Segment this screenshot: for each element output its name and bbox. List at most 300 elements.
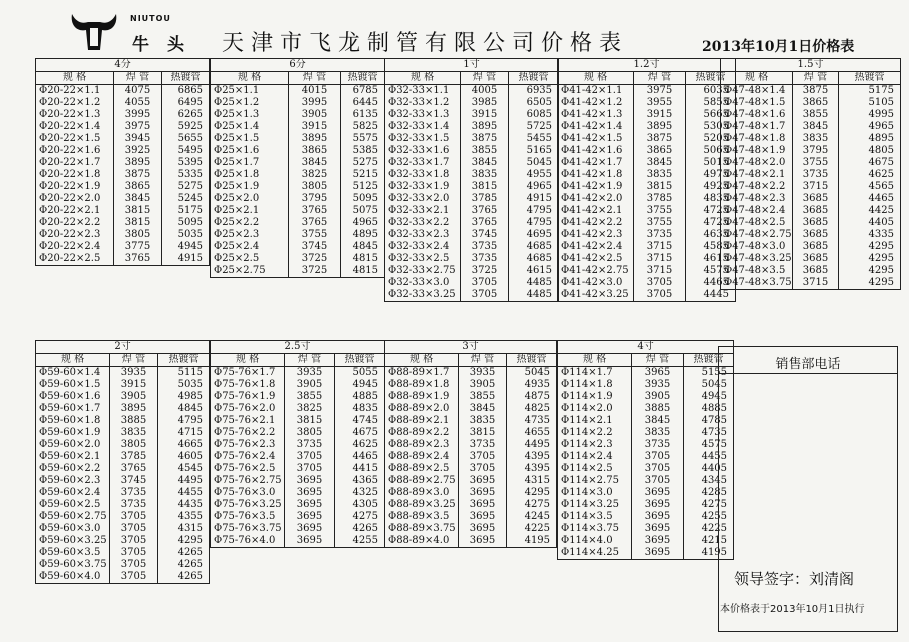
galvanized-price-cell: 5035 [158,379,210,391]
spec-cell: Φ75-76×3.75 [211,523,285,535]
galvanized-price-cell: 6135 [341,109,385,121]
spec-cell: Φ20-22×2.3 [36,229,114,241]
galvanized-price-cell: 4195 [507,535,557,548]
table-row [36,121,210,133]
table-row [721,133,901,145]
galvanized-price-cell: 5725 [509,121,559,133]
spec-cell: Φ47-48×2.75 [721,229,793,241]
spec-cell: Φ41-42×2.1 [558,205,634,217]
welded-price-cell: 3705 [459,463,507,475]
price-table-tables_bottom-1 [210,340,385,548]
spec-cell: Φ59-60×2.5 [36,499,110,511]
table-row [385,253,559,265]
table-row [558,181,736,193]
table-row [211,109,385,121]
table-row [558,157,736,169]
table-row [721,265,901,277]
welded-price-cell: 3735 [632,439,684,451]
welded-price-cell: 3695 [459,487,507,499]
welded-price-cell: 3715 [793,181,839,193]
galvanized-price-cell: 4315 [507,475,557,487]
spec-cell: Φ47-48×1.8 [721,133,793,145]
table-row [36,499,210,511]
galvanized-price-column-header: 热镀管 [335,354,385,367]
welded-price-cell: 3935 [285,367,335,380]
galvanized-price-cell: 4915 [509,193,559,205]
welded-price-cell: 3815 [461,181,509,193]
pipe-size-header: 1.5寸 [721,59,901,72]
spec-cell: Φ41-42×3.0 [558,277,634,289]
spec-cell: Φ59-60×2.2 [36,463,110,475]
table-row [36,169,210,181]
welded-price-cell: 3695 [459,535,507,548]
galvanized-price-cell: 5855 [686,97,736,109]
spec-cell: Φ41-42×2.3 [558,229,634,241]
table-row [385,241,559,253]
spec-cell: Φ32-33×1.2 [385,97,461,109]
table-row [36,403,210,415]
galvanized-price-cell: 5395 [162,157,210,169]
welded-price-cell: 3745 [289,241,341,253]
table-row [36,415,210,427]
spec-cell: Φ75-76×2.0 [211,403,285,415]
table-row [36,133,210,145]
spec-cell: Φ114×3.25 [558,499,632,511]
table-row [385,217,559,229]
welded-price-cell: 3985 [461,97,509,109]
welded-price-cell: 3695 [632,487,684,499]
galvanized-price-cell: 5155 [684,367,734,380]
galvanized-price-cell: 4735 [507,415,557,427]
table-row [721,217,901,229]
table-row [721,109,901,121]
table-row [385,439,557,451]
brand-name-en: NIUTOU [130,14,171,23]
galvanized-price-cell: 4275 [684,499,734,511]
spec-cell: Φ59-60×1.8 [36,415,110,427]
spec-cell: Φ88-89×2.2 [385,427,459,439]
table-row [558,379,734,391]
galvanized-price-cell: 6265 [162,109,210,121]
galvanized-price-cell: 4465 [335,451,385,463]
table-row [211,217,385,229]
table-row [558,277,736,289]
welded-price-cell: 3705 [110,535,158,547]
table-row [558,523,734,535]
galvanized-price-cell: 4885 [684,403,734,415]
spec-cell: Φ25×2.75 [211,265,289,278]
table-row [36,229,210,241]
galvanized-price-cell: 4425 [839,205,901,217]
table-row [385,145,559,157]
spec-cell: Φ32-33×1.1 [385,85,461,98]
spec-cell: Φ114×3.5 [558,511,632,523]
table-row [558,97,736,109]
welded-price-cell: 3705 [285,463,335,475]
spec-cell: Φ41-42×1.5 [558,133,634,145]
divider [719,373,897,374]
price-table-tables_top-0 [35,58,210,266]
table-row [558,463,734,475]
table-row [558,193,736,205]
galvanized-price-cell: 4675 [335,427,385,439]
table-row [385,427,557,439]
table-row [558,265,736,277]
welded-price-cell: 3845 [289,157,341,169]
table-row [558,121,736,133]
sales-contact-box [718,346,898,632]
spec-cell: Φ41-42×2.75 [558,265,634,277]
welded-price-cell: 3855 [793,109,839,121]
spec-cell: Φ114×3.0 [558,487,632,499]
galvanized-price-cell: 4415 [335,463,385,475]
welded-price-cell: 3975 [634,85,686,98]
spec-cell: Φ88-89×2.75 [385,475,459,487]
galvanized-price-cell: 6495 [162,97,210,109]
welded-price-cell: 3915 [634,109,686,121]
galvanized-price-cell: 6785 [341,85,385,98]
welded-price-cell: 3735 [461,241,509,253]
galvanized-price-cell: 4395 [507,451,557,463]
welded-price-cell: 3935 [632,379,684,391]
spec-cell: Φ32-33×1.5 [385,133,461,145]
galvanized-price-cell: 6935 [509,85,559,98]
spec-cell: Φ114×1.8 [558,379,632,391]
spec-cell: Φ75-76×2.4 [211,451,285,463]
galvanized-price-cell: 4895 [341,229,385,241]
welded-price-cell: 3735 [634,229,686,241]
spec-cell: Φ20-22×2.0 [36,193,114,205]
spec-cell: Φ25×2.0 [211,193,289,205]
table-row [385,367,557,380]
galvanized-price-cell: 4795 [509,205,559,217]
galvanized-price-cell: 4315 [158,523,210,535]
spec-cell: Φ59-60×2.3 [36,475,110,487]
table-row [211,367,385,380]
galvanized-price-cell: 5035 [162,229,210,241]
galvanized-price-cell: 4715 [158,427,210,439]
pipe-size-header: 4寸 [558,341,734,354]
table-row [721,241,901,253]
galvanized-price-cell: 4345 [684,475,734,487]
spec-cell: Φ25×1.8 [211,169,289,181]
welded-price-cell: 3935 [459,367,507,380]
welded-price-cell: 3875 [114,169,162,181]
spec-cell: Φ88-89×1.8 [385,379,459,391]
galvanized-price-cell: 5305 [686,121,736,133]
table-row [36,463,210,475]
spec-cell: Φ75-76×1.9 [211,391,285,403]
spec-cell: Φ20-22×2.2 [36,217,114,229]
spec-cell: Φ59-60×1.6 [36,391,110,403]
welded-price-cell: 3735 [110,499,158,511]
table-row [558,241,736,253]
welded-price-cell: 3715 [634,241,686,253]
welded-price-cell: 3875 [461,133,509,145]
galvanized-price-cell: 4575 [686,265,736,277]
galvanized-price-cell: 4265 [158,547,210,559]
galvanized-price-cell: 4925 [686,181,736,193]
galvanized-price-cell: 4585 [686,241,736,253]
spec-cell: Φ20-22×1.2 [36,97,114,109]
pipe-size-header: 4分 [36,59,210,72]
table-row [385,415,557,427]
galvanized-price-cell: 6085 [509,109,559,121]
galvanized-price-cell: 4295 [839,253,901,265]
galvanized-price-cell: 4935 [507,379,557,391]
welded-price-cell: 3705 [110,571,158,584]
spec-cell: Φ32-33×2.2 [385,217,461,229]
spec-cell: Φ41-42×3.25 [558,289,634,302]
spec-cell: Φ20-22×1.4 [36,121,114,133]
table-row [36,535,210,547]
spec-cell: Φ20-22×1.3 [36,109,114,121]
table-row [211,463,385,475]
welded-price-cell: 3775 [114,241,162,253]
table-row [558,205,736,217]
spec-cell: Φ47-48×1.4 [721,85,793,98]
welded-price-cell: 3695 [632,499,684,511]
welded-price-cell: 3685 [793,193,839,205]
spec-cell: Φ20-22×1.7 [36,157,114,169]
table-row [385,133,559,145]
welded-price-cell: 3845 [461,157,509,169]
galvanized-price-cell: 4665 [158,439,210,451]
spec-cell: Φ32-33×1.8 [385,169,461,181]
spec-cell: Φ59-60×3.25 [36,535,110,547]
welded-price-cell: 3905 [632,391,684,403]
table-row [385,511,557,523]
galvanized-price-cell: 5215 [341,169,385,181]
spec-cell: Φ47-48×3.5 [721,265,793,277]
spec-column-header: 规 格 [211,72,289,85]
galvanized-price-cell: 5165 [509,145,559,157]
welded-price-cell: 3805 [285,427,335,439]
spec-cell: Φ25×1.2 [211,97,289,109]
table-row [211,523,385,535]
galvanized-price-column-header: 热镀管 [507,354,557,367]
galvanized-price-cell: 5055 [335,367,385,380]
welded-price-cell: 3685 [793,265,839,277]
galvanized-price-cell: 4685 [509,253,559,265]
table-row [36,181,210,193]
spec-cell: Φ47-48×3.0 [721,241,793,253]
spec-cell: Φ41-42×2.0 [558,193,634,205]
galvanized-price-cell: 4275 [335,511,385,523]
table-row [36,511,210,523]
galvanized-price-cell: 4745 [335,415,385,427]
table-row [36,217,210,229]
welded-price-cell: 3805 [114,229,162,241]
welded-price-cell: 3695 [632,547,684,560]
galvanized-price-column-header: 热镀管 [839,72,901,85]
welded-price-cell: 3715 [793,277,839,290]
spec-cell: Φ47-48×2.3 [721,193,793,205]
welded-price-cell: 3695 [285,535,335,548]
price-table-tables_bottom-0 [35,340,210,584]
price-table-tables_bottom-2 [384,340,557,548]
table-row [36,487,210,499]
table-row [211,391,385,403]
price-table-tables_top-4 [720,58,901,290]
welded-price-cell: 3835 [461,169,509,181]
welded-price-cell: 3835 [793,133,839,145]
spec-cell: Φ41-42×1.9 [558,181,634,193]
spec-cell: Φ41-42×1.2 [558,97,634,109]
welded-price-cell: 3895 [289,133,341,145]
table-row [385,181,559,193]
spec-cell: Φ59-60×2.0 [36,439,110,451]
spec-cell: Φ32-33×2.4 [385,241,461,253]
galvanized-price-cell: 5205 [686,133,736,145]
welded-price-cell: 3935 [110,367,158,380]
table-row [721,181,901,193]
table-row [385,97,559,109]
table-row [558,487,734,499]
spec-cell: Φ75-76×2.5 [211,463,285,475]
welded-price-cell: 3915 [461,109,509,121]
galvanized-price-cell: 5495 [162,145,210,157]
table-row [385,451,557,463]
welded-price-cell: 3765 [289,205,341,217]
spec-cell: Φ32-33×1.4 [385,121,461,133]
galvanized-price-cell: 4945 [162,241,210,253]
table-row [721,121,901,133]
welded-price-cell: 3705 [110,547,158,559]
table-row [211,265,385,278]
spec-cell: Φ88-89×3.75 [385,523,459,535]
welded-price-cell: 3765 [461,205,509,217]
table-row [558,133,736,145]
table-row [721,145,901,157]
welded-price-cell: 3915 [110,379,158,391]
table-row [385,499,557,511]
galvanized-price-cell: 4295 [839,241,901,253]
table-row [211,121,385,133]
galvanized-price-cell: 4735 [684,427,734,439]
spec-cell: Φ59-60×3.75 [36,559,110,571]
welded-price-column-header: 焊 管 [114,72,162,85]
spec-column-header: 规 格 [385,72,461,85]
welded-price-column-header: 焊 管 [110,354,158,367]
table-row [721,205,901,217]
table-row [36,439,210,451]
spec-cell: Φ47-48×2.4 [721,205,793,217]
welded-price-cell: 4005 [461,85,509,98]
table-row [36,451,210,463]
table-row [36,559,210,571]
galvanized-price-cell: 5095 [162,217,210,229]
table-row [721,193,901,205]
welded-price-column-header: 焊 管 [461,72,509,85]
spec-cell: Φ25×2.1 [211,205,289,217]
price-table-tables_bottom-3 [557,340,734,560]
table-row [385,229,559,241]
galvanized-price-cell: 4395 [507,463,557,475]
table-row [211,379,385,391]
spec-cell: Φ75-76×2.1 [211,415,285,427]
welded-price-cell: 3995 [114,109,162,121]
welded-price-cell: 3705 [632,463,684,475]
table-row [211,475,385,487]
galvanized-price-cell: 4435 [158,499,210,511]
galvanized-price-cell: 4565 [839,181,901,193]
table-row [36,97,210,109]
spec-cell: Φ25×2.5 [211,253,289,265]
table-row [36,85,210,98]
spec-cell: Φ114×2.2 [558,427,632,439]
galvanized-price-cell: 4245 [507,511,557,523]
table-row [385,169,559,181]
galvanized-price-cell: 5045 [509,157,559,169]
galvanized-price-cell: 4885 [335,391,385,403]
galvanized-price-cell: 4805 [839,145,901,157]
galvanized-price-cell: 5045 [684,379,734,391]
welded-price-cell: 3705 [110,559,158,571]
spec-cell: Φ75-76×3.0 [211,487,285,499]
table-row [36,427,210,439]
pipe-size-header: 1寸 [385,59,559,72]
table-row [385,289,559,302]
galvanized-price-cell: 4615 [686,253,736,265]
galvanized-price-cell: 5825 [341,121,385,133]
welded-price-cell: 3865 [793,97,839,109]
galvanized-price-cell: 4835 [335,403,385,415]
spec-cell: Φ75-76×3.5 [211,511,285,523]
welded-price-column-header: 焊 管 [632,354,684,367]
leader-signature: 领导签字：刘清阁 [734,570,855,588]
table-row [211,535,385,548]
spec-cell: Φ41-42×1.8 [558,169,634,181]
welded-price-cell: 3695 [285,487,335,499]
spec-cell: Φ114×3.75 [558,523,632,535]
galvanized-price-cell: 5105 [839,97,901,109]
welded-price-cell: 3705 [634,277,686,289]
spec-cell: Φ75-76×2.2 [211,427,285,439]
galvanized-price-cell: 4785 [684,415,734,427]
table-row [721,169,901,181]
welded-price-cell: 3825 [289,169,341,181]
spec-cell: Φ41-42×1.4 [558,121,634,133]
spec-cell: Φ32-33×2.3 [385,229,461,241]
price-table-tables_top-2 [384,58,559,302]
welded-price-cell: 3905 [289,109,341,121]
welded-price-column-header: 焊 管 [289,72,341,85]
spec-cell: Φ75-76×1.8 [211,379,285,391]
galvanized-price-cell: 4465 [686,277,736,289]
table-row [385,475,557,487]
spec-cell: Φ20-22×2.1 [36,205,114,217]
spec-cell: Φ20-22×1.6 [36,145,114,157]
welded-price-cell: 3695 [285,523,335,535]
welded-price-cell: 3705 [459,451,507,463]
table-row [36,205,210,217]
welded-price-cell: 3945 [114,133,162,145]
spec-cell: Φ88-89×1.7 [385,367,459,380]
galvanized-price-column-header: 热镀管 [686,72,736,85]
welded-price-cell: 3705 [632,475,684,487]
welded-price-cell: 3865 [114,181,162,193]
welded-price-cell: 3905 [110,391,158,403]
galvanized-price-cell: 5045 [507,367,557,380]
galvanized-price-column-header: 热镀管 [684,354,734,367]
spec-column-header: 规 格 [36,72,114,85]
table-row [385,85,559,98]
spec-cell: Φ114×2.1 [558,415,632,427]
table-row [385,193,559,205]
table-row [721,229,901,241]
spec-cell: Φ32-33×1.7 [385,157,461,169]
